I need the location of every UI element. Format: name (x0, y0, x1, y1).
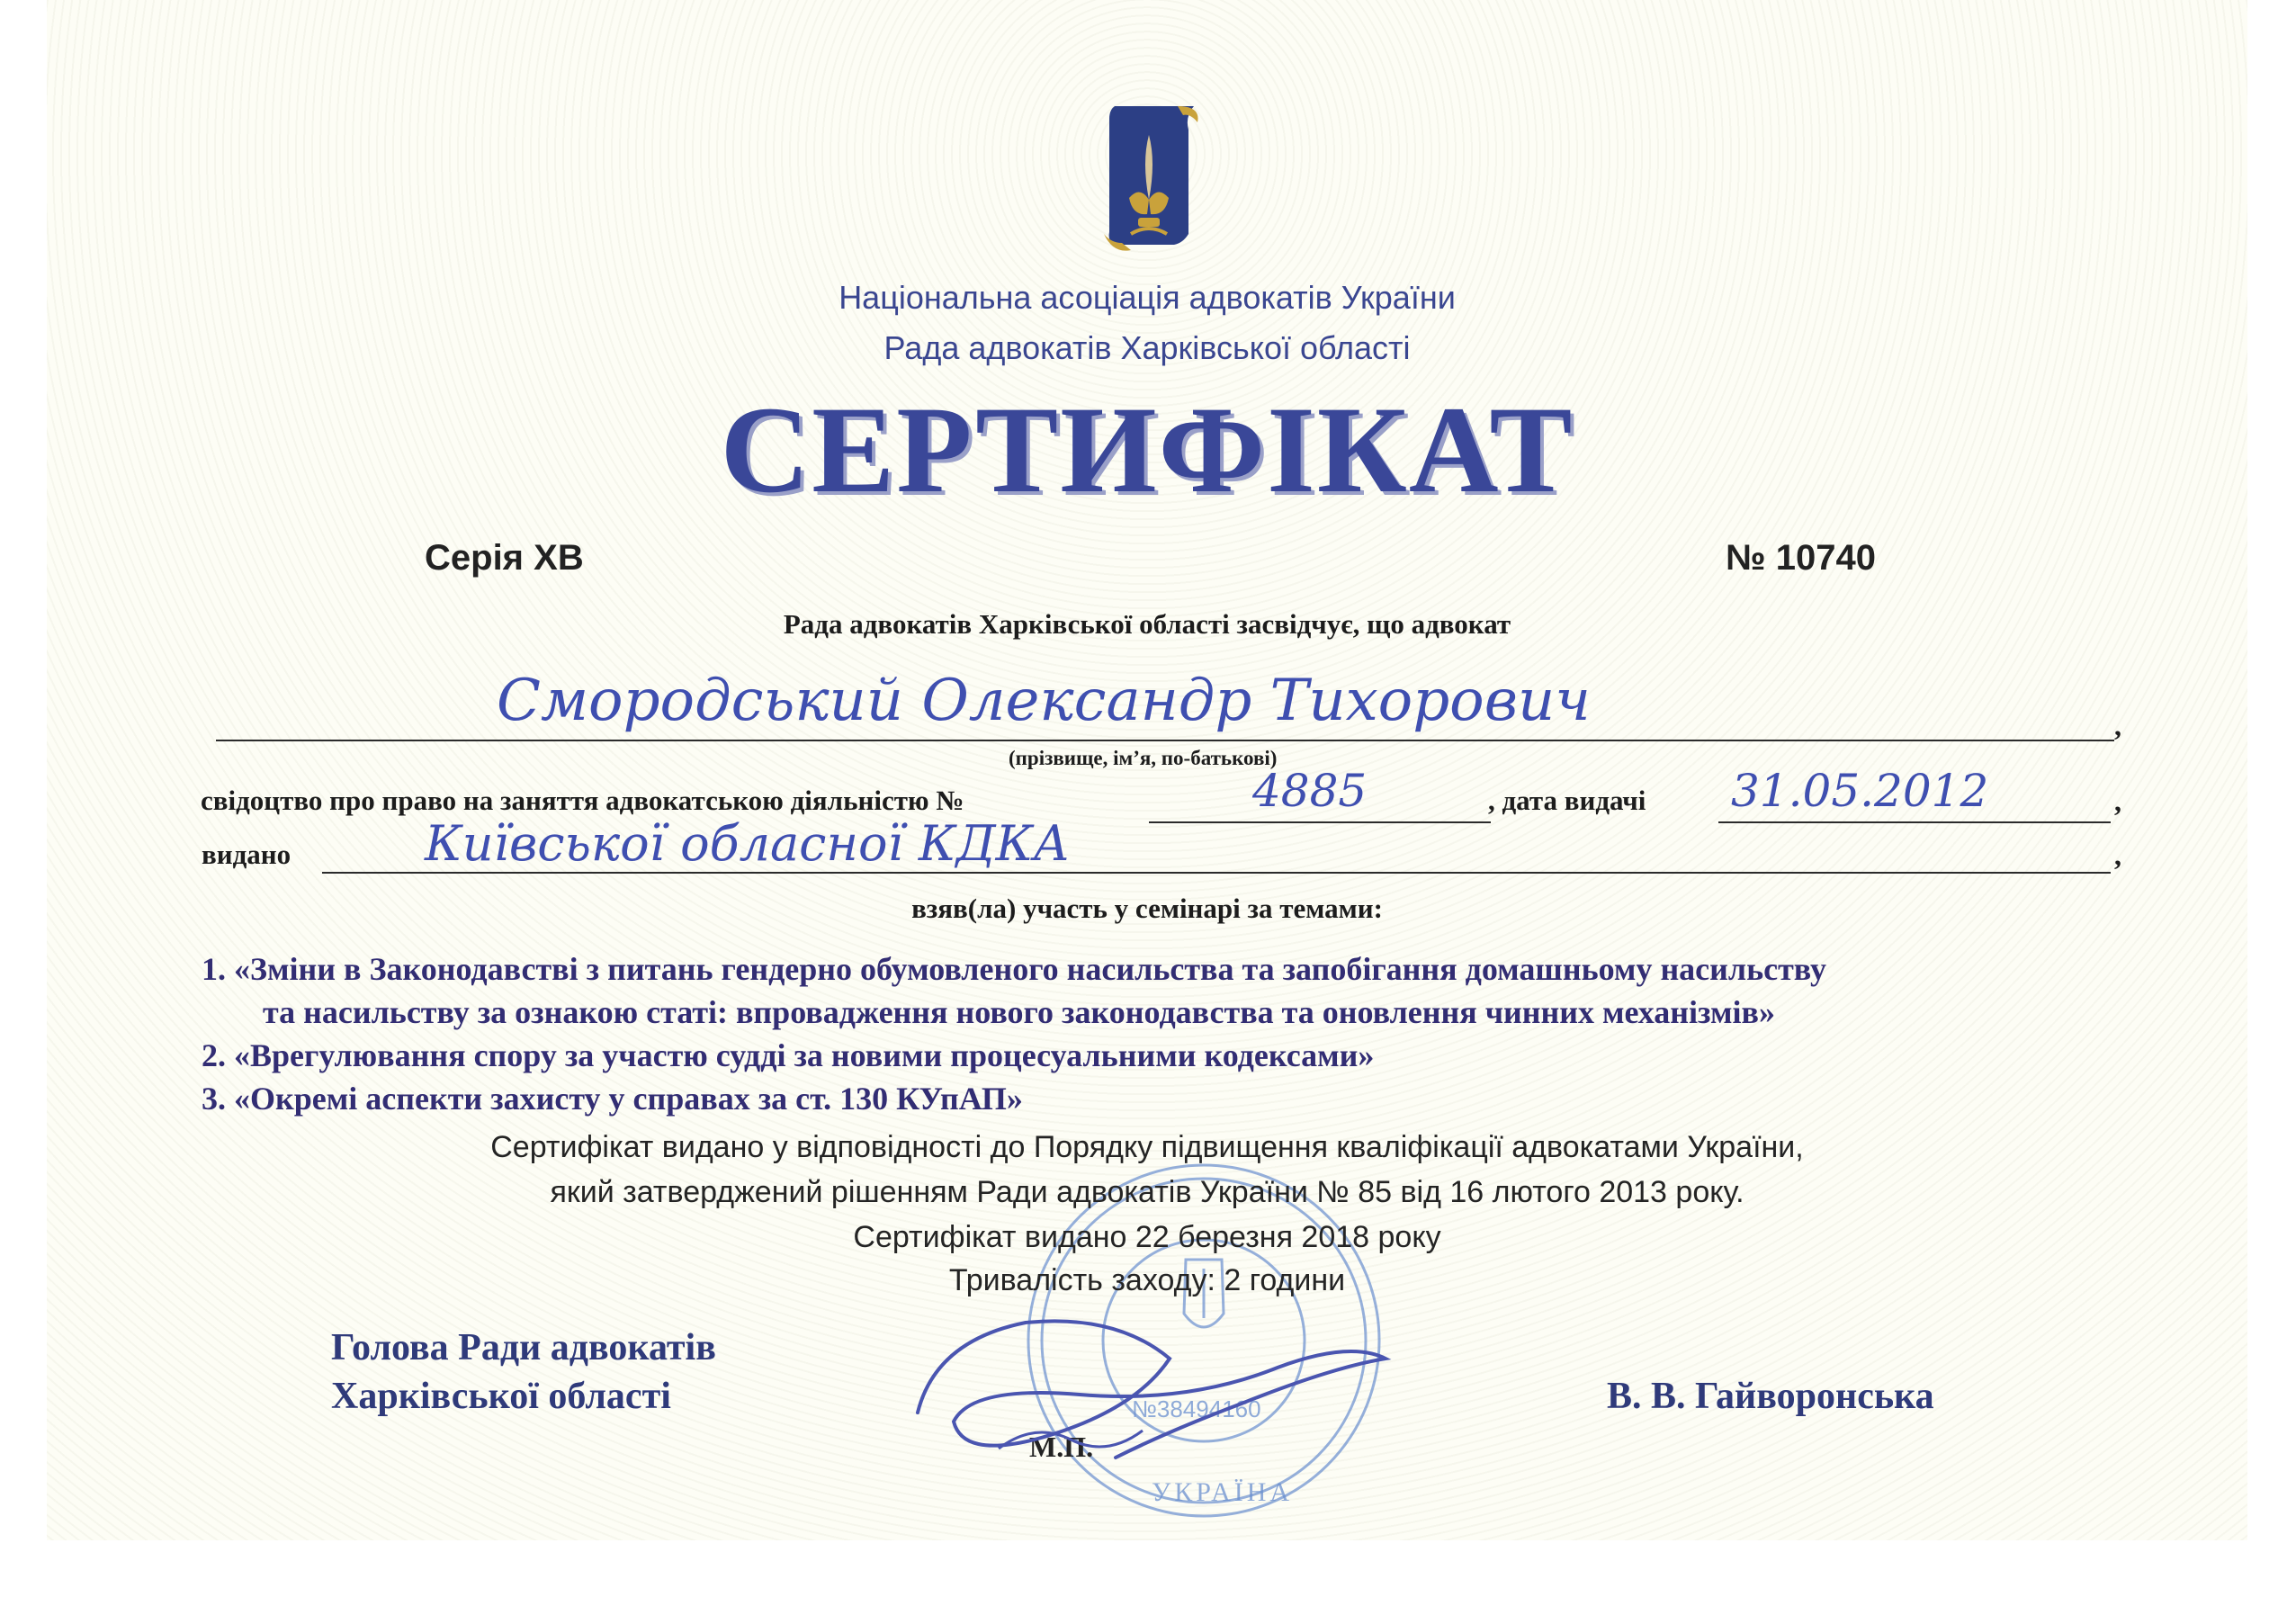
issued-on-date: Сертифікат видано 22 березня 2018 року (853, 1220, 1441, 1254)
organization-name: Національна асоціація адвокатів України (839, 279, 1456, 316)
signature (900, 1305, 1404, 1485)
certificate-number: № 10740 (1726, 538, 1876, 578)
seal-place-label: М.П. (1029, 1431, 1094, 1463)
regulation-note-line-1: Сертифікат видано у відповідності до Порядку підвищення кваліфікації адвокатами України, (490, 1130, 1804, 1164)
certificate-title: СЕРТИФІКАТ (720, 381, 1574, 518)
certificate-sheet (47, 0, 2247, 1540)
date-comma: , (2114, 785, 2121, 817)
stamp-country: УКРАЇНА (1152, 1477, 1294, 1507)
issued-by-label: видано (202, 839, 291, 870)
license-label: свідоцтво про право на заняття адвокатською діяльністю № (201, 785, 964, 816)
license-number-handwritten: 4885 (1252, 765, 1368, 817)
issue-date-line (1718, 821, 2111, 823)
issue-date-label: , дата видачі (1488, 785, 1646, 816)
attests-text: Рада адвокатів Харківської області засвідчує, що адвокат (783, 608, 1511, 640)
topic-1-line-1: 1. «Зміни в Законодавстві з питань гендерно обумовленого насильства та запобігання домашньому насильству (202, 951, 1827, 987)
topic-1-line-2: та насильству за ознакою статі: впровадження нового законодавства та оновлення чинних механізмів» (263, 994, 1775, 1030)
regulation-note-line-2: який затверджений рішенням Ради адвокатів України № 85 від 16 лютого 2013 року. (550, 1175, 1744, 1209)
topic-3: 3. «Окремі аспекти захисту у справах за ст. 130 КУпАП» (202, 1081, 1023, 1117)
signer-title-line-1: Голова Ради адвокатів (331, 1327, 716, 1368)
issued-by-line (322, 872, 2111, 874)
event-duration: Тривалість заходу: 2 години (948, 1263, 1346, 1297)
issued-by-handwritten: Київської обласної КДКА (425, 815, 1071, 872)
council-name: Рада адвокатів Харківської області (883, 329, 1411, 366)
attorney-name-handwritten: Смородський Олександр Тихорович (497, 668, 1591, 734)
signer-name: В. В. Гайворонська (1607, 1376, 1934, 1417)
signer-title-line-2: Харківської області (331, 1376, 671, 1417)
issue-date-handwritten: 31.05.2012 (1731, 765, 1989, 817)
license-number-line (1149, 821, 1491, 823)
stamp-code: №38494160 (1132, 1395, 1261, 1422)
name-line (216, 740, 2114, 741)
name-field-hint: (прізвище, ім’я, по-батькові) (1009, 747, 1278, 769)
series-label: Серія ХВ (425, 538, 584, 578)
name-comma: , (2114, 709, 2121, 741)
seminar-intro: взяв(ла) участь у семінарі за темами: (911, 893, 1383, 924)
topic-2: 2. «Врегулювання спору за участю судді за новими процесуальними кодексами» (202, 1037, 1375, 1073)
issued-by-comma: , (2114, 839, 2121, 871)
bar-association-logo (1095, 99, 1203, 259)
